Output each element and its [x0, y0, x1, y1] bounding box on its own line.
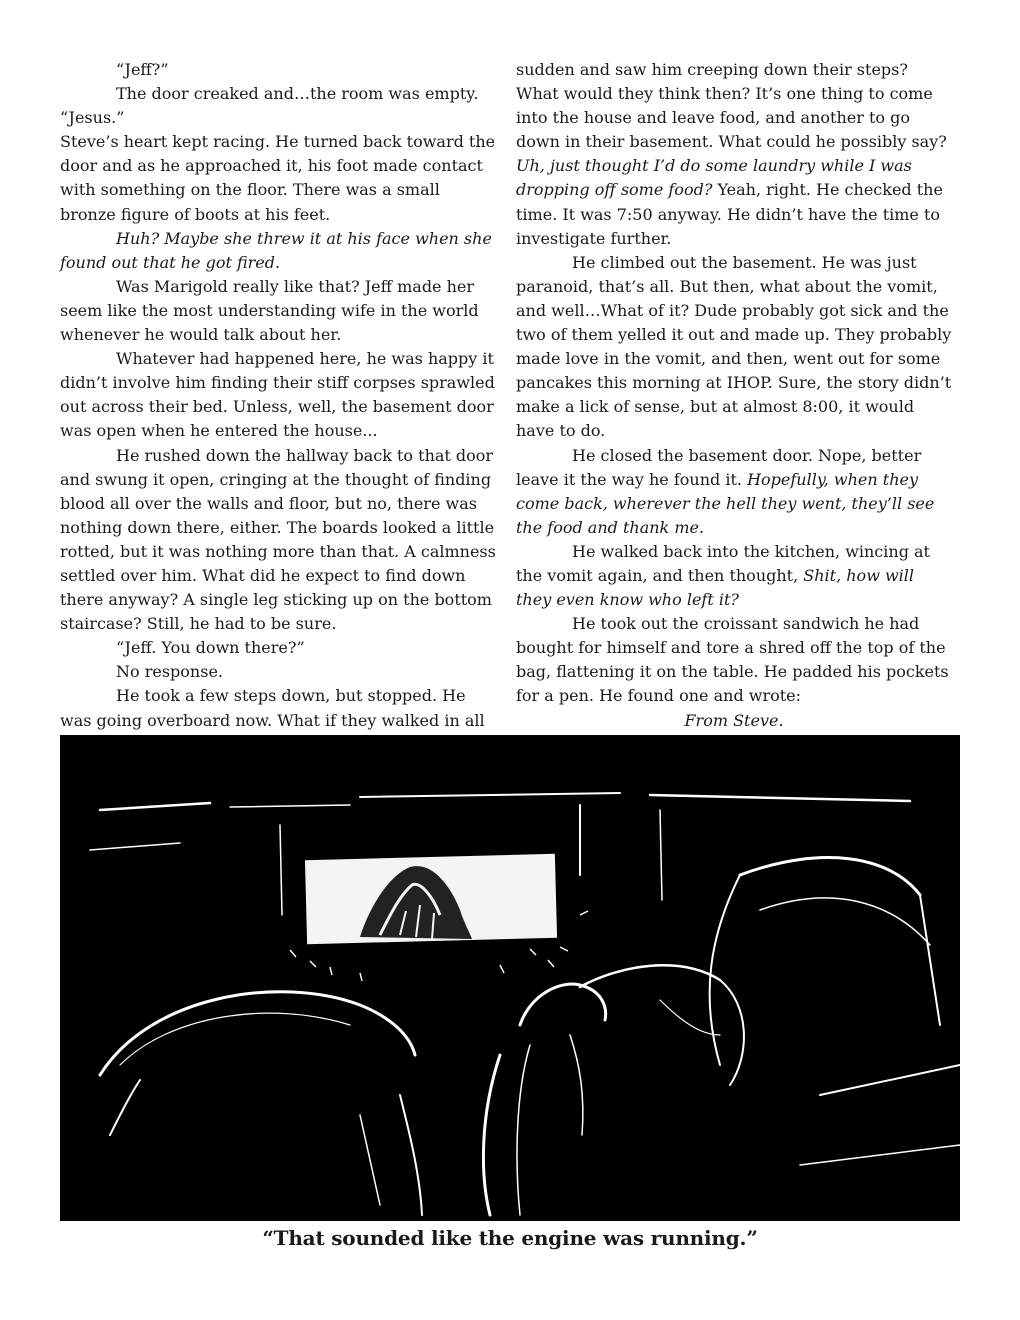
italic-thought: Hopefully, when they come back, wherever the hell they went, they’ll see the food and thank me.	[516, 469, 935, 537]
paragraph: He took out the croissant sandwich he had bought for himself and tore a shred off the top of the bag, flattening it on the table. He padded his pockets for a pen. He found one and wrote:	[516, 614, 949, 706]
text-run: He walked back into the kitchen, wincing at the vomit again, and then thought,	[516, 541, 930, 585]
paragraph-italic	[60, 227, 496, 275]
paragraph: Whatever had happened here, he was happy it didn’t involve him finding their stiff corpses sprawled out across their bed. Unless, well, the basement door was open when he entered the house...	[60, 349, 495, 441]
paragraph	[516, 58, 952, 251]
illustration-caption: “That sounded like the engine was running.”	[262, 1226, 758, 1250]
paragraph: Was Marigold really like that? Jeff made her seem like the most understanding wife in the world whenever he would talk about her.	[60, 276, 479, 345]
story-column-right	[516, 58, 952, 781]
note-line-from: From Steve.	[684, 710, 784, 730]
italic-thought: Huh? Maybe she threw it at his face when she found out that he got fired.	[60, 228, 492, 272]
illustration-drive-in	[60, 735, 960, 1221]
italic-thought: Uh, just thought I’d do some laundry while I was dropping off some food?	[516, 156, 912, 200]
paragraph: He took a few steps down, but stopped. He was going overboard now. What if they walked in all	[60, 686, 485, 730]
story-column-left	[60, 58, 496, 757]
text-run: sudden and saw him creeping down their steps? What would they think then? It’s one thing to come into the house and leave food, and another to go down in their basement. What could he possibly say?	[516, 60, 947, 152]
italic-thought: Shit, how will they even know who left it?	[516, 565, 915, 610]
paragraph	[516, 444, 952, 540]
paragraph	[516, 540, 952, 612]
paragraph: He climbed out the basement. He was just paranoid, that’s all. But then, what about the vomit, and well…What of it? Dude probably got sick and the two of them yelled it out and made up. They probably made love in the vomit, and then, went out for some pancakes this morning at IHOP. Sure, the story didn’t make a lick of sense, but at almost 8:00, it would have to do.	[516, 252, 952, 441]
paragraph: He rushed down the hallway back to that door and swung it open, cringing at the thought of finding blood all over the walls and floor, but no, there was nothing down there, either. The boards looked a little rotted, but it was nothing more than that. A calmness settled over him. What did he expect to find down there anyway? A single leg sticking up on the bottom staircase? Still, he had to be sure.	[60, 445, 496, 634]
night-background	[60, 735, 960, 1221]
paragraph: “Jesus.”	[60, 108, 125, 128]
paragraph: The door creaked and…the room was empty.	[116, 84, 479, 104]
text-run: He closed the basement door. Nope, better leave it the way he found it.	[516, 445, 922, 489]
paragraph: Steve’s heart kept racing. He turned back toward the door and as he approached it, his foot made contact with something on the floor. There was a small bronze figure of boots at his feet.	[60, 132, 496, 224]
paragraph: “Jeff. You down there?”	[116, 638, 305, 658]
text-run: Yeah, right. He checked the time. It was 7:50 anyway. He didn’t have the time to investigate further.	[516, 180, 943, 248]
paragraph: “Jeff?”	[116, 60, 169, 79]
paragraph: No response.	[116, 662, 223, 682]
drive-in-scene-svg	[60, 735, 960, 1221]
